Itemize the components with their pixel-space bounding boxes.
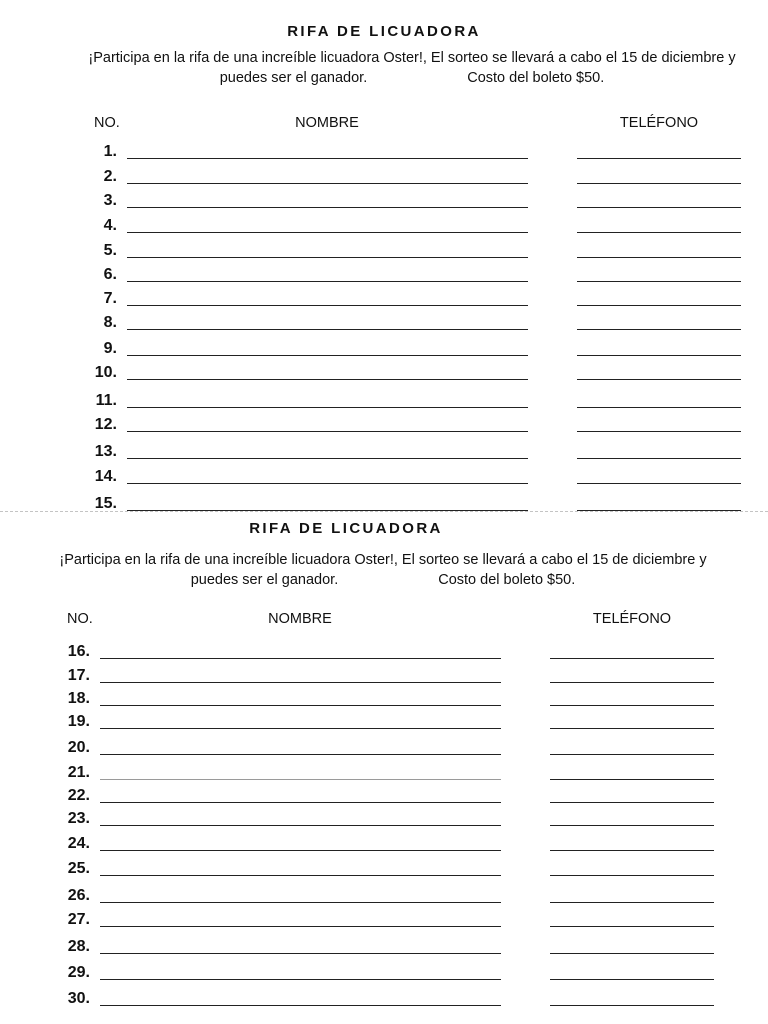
entry-row bbox=[0, 240, 768, 262]
name-blank-line bbox=[100, 658, 501, 659]
entry-row bbox=[0, 166, 768, 188]
phone-blank-line bbox=[550, 728, 714, 729]
phone-blank-line bbox=[550, 953, 714, 954]
name-blank-line bbox=[100, 1005, 501, 1006]
entry-row bbox=[0, 833, 768, 855]
raffle-title: RIFA DE LICUADORA bbox=[249, 520, 443, 537]
raffle-description bbox=[46, 550, 720, 590]
name-blank-line bbox=[127, 483, 528, 484]
entry-row bbox=[0, 762, 768, 784]
entry-number: 9. bbox=[103, 340, 117, 357]
entry-number: 14. bbox=[94, 468, 117, 485]
ticket-cost: Costo del boleto $50. bbox=[438, 572, 576, 588]
entry-row bbox=[0, 312, 768, 334]
entry-row bbox=[0, 711, 768, 733]
phone-blank-line bbox=[577, 183, 741, 184]
name-blank-line bbox=[100, 754, 501, 755]
entry-row bbox=[0, 858, 768, 880]
entry-number: 26. bbox=[67, 887, 90, 904]
name-blank-line bbox=[127, 232, 528, 233]
name-blank-line bbox=[100, 902, 501, 903]
column-header-name: NOMBRE bbox=[268, 611, 332, 627]
entry-row bbox=[0, 885, 768, 907]
entry-number: 6. bbox=[103, 266, 117, 283]
name-blank-line bbox=[100, 979, 501, 980]
entry-number: 28. bbox=[67, 938, 90, 955]
entry-row bbox=[0, 466, 768, 488]
entry-row bbox=[0, 785, 768, 807]
entry-row bbox=[0, 962, 768, 984]
entry-number: 15. bbox=[94, 495, 117, 512]
entry-number: 24. bbox=[67, 835, 90, 852]
phone-blank-line bbox=[550, 705, 714, 706]
phone-blank-line bbox=[577, 281, 741, 282]
phone-blank-line bbox=[550, 658, 714, 659]
entry-number: 30. bbox=[67, 990, 90, 1007]
name-blank-line bbox=[100, 875, 501, 876]
entry-number: 13. bbox=[94, 443, 117, 460]
raffle-title: RIFA DE LICUADORA bbox=[287, 23, 481, 40]
entry-number: 2. bbox=[103, 168, 117, 185]
name-blank-line bbox=[100, 850, 501, 851]
column-header-number: NO. bbox=[94, 115, 120, 131]
entry-row bbox=[0, 988, 768, 1010]
raffle-description bbox=[76, 48, 748, 88]
name-blank-line bbox=[127, 207, 528, 208]
name-blank-line bbox=[127, 329, 528, 330]
name-blank-line bbox=[127, 257, 528, 258]
entry-row bbox=[0, 288, 768, 310]
entry-number: 29. bbox=[67, 964, 90, 981]
entry-number: 7. bbox=[103, 290, 117, 307]
winner-text: puedes ser el ganador. bbox=[219, 70, 368, 86]
winner-text: puedes ser el ganador. bbox=[190, 572, 339, 588]
entry-row bbox=[0, 441, 768, 463]
phone-blank-line bbox=[577, 379, 741, 380]
entry-number: 17. bbox=[67, 667, 90, 684]
phone-blank-line bbox=[550, 802, 714, 803]
column-header-name: NOMBRE bbox=[295, 115, 359, 131]
entry-number: 4. bbox=[103, 217, 117, 234]
entry-number: 20. bbox=[67, 739, 90, 756]
phone-blank-line bbox=[577, 257, 741, 258]
phone-blank-line bbox=[550, 779, 714, 780]
entry-row bbox=[0, 414, 768, 436]
name-blank-line bbox=[100, 802, 501, 803]
entry-row bbox=[0, 808, 768, 830]
name-blank-line bbox=[127, 355, 528, 356]
entry-number: 19. bbox=[67, 713, 90, 730]
entry-number: 8. bbox=[103, 314, 117, 331]
name-blank-line bbox=[127, 431, 528, 432]
entry-row bbox=[0, 190, 768, 212]
phone-blank-line bbox=[577, 407, 741, 408]
entry-number: 22. bbox=[67, 787, 90, 804]
entry-number: 5. bbox=[103, 242, 117, 259]
name-blank-line bbox=[127, 458, 528, 459]
name-blank-line bbox=[127, 183, 528, 184]
entry-row bbox=[0, 641, 768, 663]
entry-number: 10. bbox=[94, 364, 117, 381]
phone-blank-line bbox=[550, 902, 714, 903]
phone-blank-line bbox=[550, 926, 714, 927]
entry-number: 23. bbox=[67, 810, 90, 827]
phone-blank-line bbox=[550, 682, 714, 683]
description-line-2 bbox=[46, 570, 720, 590]
entry-number: 27. bbox=[67, 911, 90, 928]
phone-blank-line bbox=[577, 207, 741, 208]
name-blank-line bbox=[100, 682, 501, 683]
entry-row bbox=[0, 909, 768, 931]
entry-row bbox=[0, 688, 768, 710]
name-blank-line bbox=[100, 825, 501, 826]
name-blank-line bbox=[100, 953, 501, 954]
phone-blank-line bbox=[577, 305, 741, 306]
column-header-phone: TELÉFONO bbox=[619, 115, 699, 131]
name-blank-line bbox=[127, 379, 528, 380]
entry-number: 18. bbox=[67, 690, 90, 707]
column-header-phone: TELÉFONO bbox=[592, 611, 672, 627]
phone-blank-line bbox=[577, 158, 741, 159]
phone-blank-line bbox=[550, 1005, 714, 1006]
description-line: ¡Participa en la rifa de una increíble licuadora Oster!, El sorteo se llevará a cabo el 15 de diciembre y bbox=[59, 552, 707, 568]
name-blank-line bbox=[100, 705, 501, 706]
name-blank-line bbox=[127, 305, 528, 306]
phone-blank-line bbox=[550, 825, 714, 826]
name-blank-line bbox=[127, 407, 528, 408]
phone-blank-line bbox=[577, 232, 741, 233]
phone-blank-line bbox=[550, 754, 714, 755]
entry-number: 21. bbox=[67, 764, 90, 781]
entry-number: 12. bbox=[94, 416, 117, 433]
description-line: ¡Participa en la rifa de una increíble licuadora Oster!, El sorteo se llevará a cabo el 15 de diciembre y bbox=[88, 50, 736, 66]
phone-blank-line bbox=[577, 458, 741, 459]
name-blank-line bbox=[100, 926, 501, 927]
entry-number: 16. bbox=[67, 643, 90, 660]
phone-blank-line bbox=[577, 355, 741, 356]
entry-row bbox=[0, 215, 768, 237]
entry-number: 11. bbox=[95, 392, 117, 409]
phone-blank-line bbox=[577, 329, 741, 330]
ticket-cost: Costo del boleto $50. bbox=[467, 70, 605, 86]
entry-row bbox=[0, 390, 768, 412]
column-header-number: NO. bbox=[67, 611, 93, 627]
phone-blank-line bbox=[550, 875, 714, 876]
phone-blank-line bbox=[577, 483, 741, 484]
entry-number: 3. bbox=[103, 192, 117, 209]
entry-row bbox=[0, 362, 768, 384]
entry-row bbox=[0, 141, 768, 163]
entry-number: 1. bbox=[103, 143, 117, 160]
description-line-2 bbox=[76, 68, 748, 88]
phone-blank-line bbox=[577, 431, 741, 432]
entry-row bbox=[0, 665, 768, 687]
entry-row bbox=[0, 936, 768, 958]
entry-row bbox=[0, 264, 768, 286]
entry-number: 25. bbox=[67, 860, 90, 877]
phone-blank-line bbox=[550, 979, 714, 980]
entry-row bbox=[0, 338, 768, 360]
raffle-sheet-bottom bbox=[0, 512, 768, 1024]
name-blank-line bbox=[100, 779, 501, 780]
name-blank-line bbox=[100, 728, 501, 729]
phone-blank-line bbox=[550, 850, 714, 851]
name-blank-line bbox=[127, 158, 528, 159]
name-blank-line bbox=[127, 281, 528, 282]
entry-row bbox=[0, 737, 768, 759]
